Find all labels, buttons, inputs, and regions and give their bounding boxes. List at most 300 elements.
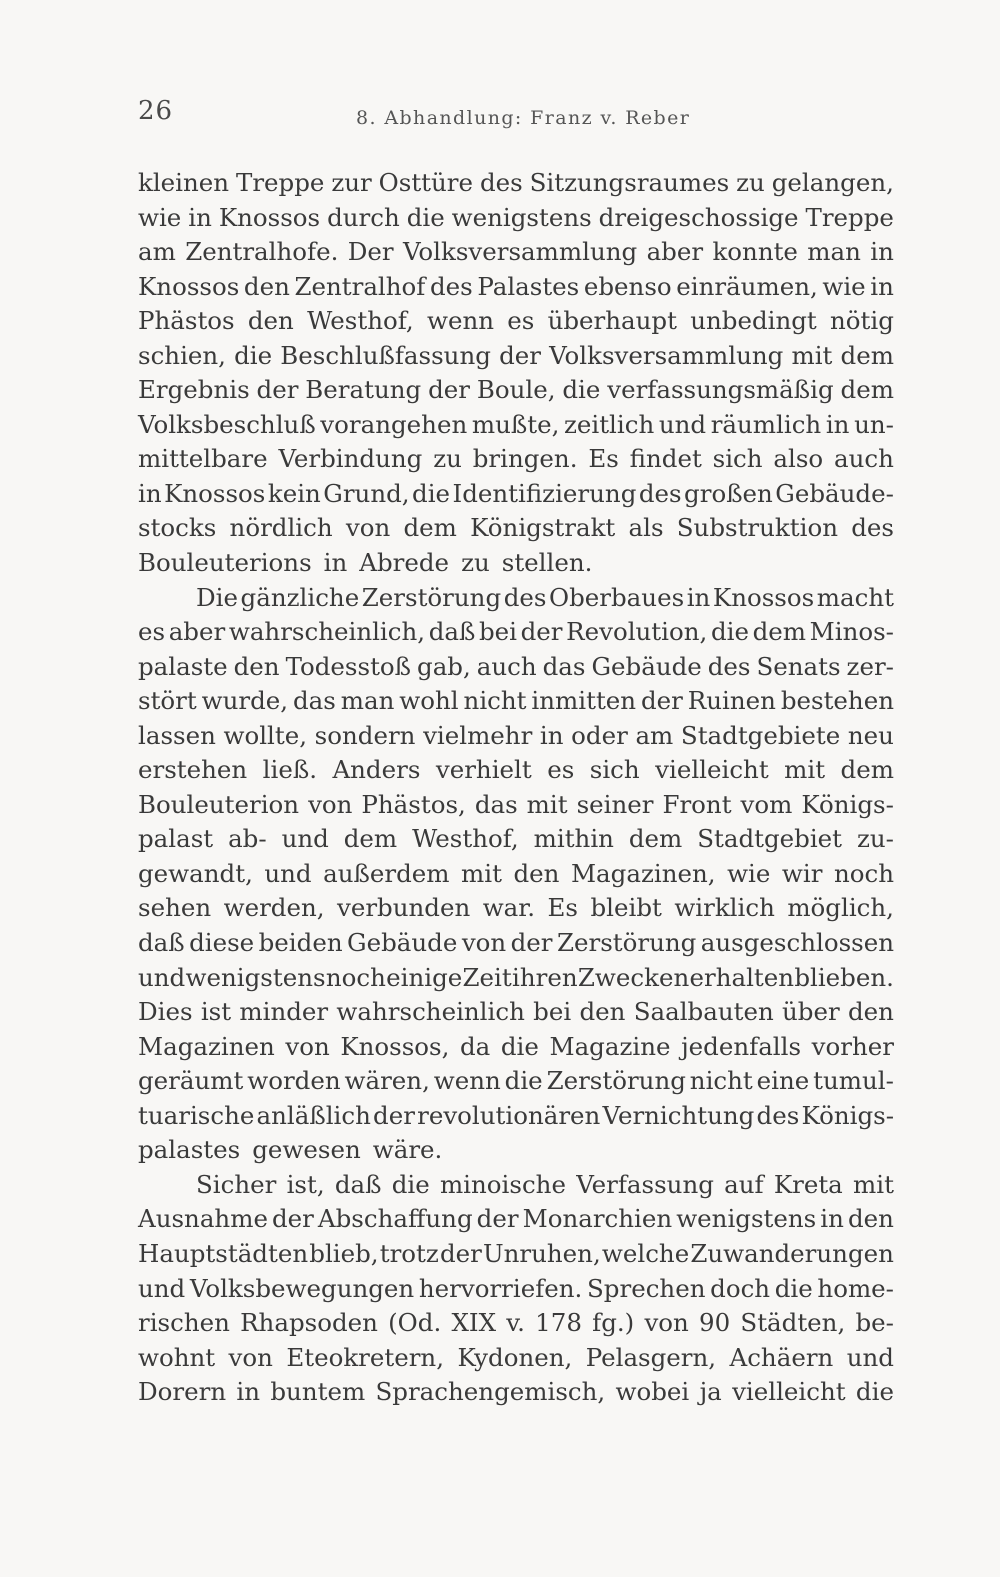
word: bestehen bbox=[780, 686, 894, 716]
word: Monarchien bbox=[522, 1204, 673, 1234]
word: mittelbare bbox=[138, 444, 268, 474]
word: unbedingt bbox=[690, 306, 817, 336]
word: zur bbox=[331, 168, 372, 197]
word: Knossos bbox=[218, 202, 321, 232]
word: nötig bbox=[830, 306, 894, 336]
word: auch bbox=[476, 651, 537, 681]
word: Zerstörung bbox=[556, 928, 697, 958]
word: verbunden bbox=[336, 893, 471, 923]
word: Königs- bbox=[801, 1100, 894, 1130]
word: wirklich bbox=[674, 893, 775, 923]
word: revolutionären bbox=[417, 1100, 601, 1130]
word: jedenfalls bbox=[681, 1031, 802, 1061]
word: Bouleuterions bbox=[138, 548, 312, 578]
word: hervorriefen. bbox=[418, 1273, 583, 1303]
word: dem bbox=[840, 375, 894, 405]
text-line bbox=[138, 408, 894, 443]
word: Städten, bbox=[740, 1308, 846, 1338]
word: Kreta bbox=[773, 1169, 843, 1199]
word: Knossos bbox=[138, 271, 240, 301]
word: dem bbox=[840, 755, 894, 785]
word: seiner bbox=[576, 789, 654, 819]
word: des bbox=[638, 478, 682, 508]
word: Osttüre bbox=[378, 168, 474, 197]
word: Revolution, bbox=[566, 617, 708, 647]
word: Königstrakt bbox=[470, 513, 616, 543]
word: Sitzungsraumes bbox=[529, 168, 730, 197]
word: trotz bbox=[379, 1238, 439, 1268]
word: Ruinen bbox=[687, 686, 776, 716]
word: ja bbox=[699, 1377, 722, 1407]
word: räumlich bbox=[710, 409, 822, 439]
text-line bbox=[138, 166, 894, 201]
word: den bbox=[247, 306, 294, 336]
word: fg.) bbox=[592, 1308, 635, 1338]
word: auch bbox=[834, 444, 894, 474]
word: Treppe bbox=[236, 168, 325, 197]
word: von bbox=[345, 513, 391, 543]
word: Magazine bbox=[549, 1031, 671, 1061]
word: man bbox=[340, 686, 395, 716]
word: Zwecken bbox=[577, 962, 690, 992]
word: ab- bbox=[228, 824, 267, 854]
word: wurde, bbox=[201, 686, 289, 716]
word: Front bbox=[662, 789, 732, 819]
word: und bbox=[264, 858, 312, 888]
word: es bbox=[547, 755, 575, 785]
text-line bbox=[138, 1272, 894, 1307]
word: stört bbox=[138, 686, 197, 716]
word: von bbox=[285, 1031, 330, 1061]
word: wollte, bbox=[223, 720, 308, 750]
word: Sprechen bbox=[587, 1273, 706, 1303]
word: Knossos, bbox=[340, 1031, 450, 1061]
word: Abschaffung bbox=[317, 1204, 473, 1234]
word: Minos- bbox=[809, 617, 894, 647]
word: Sprachengemisch, bbox=[375, 1377, 606, 1407]
word: dem bbox=[840, 340, 894, 370]
word: Vernichtung bbox=[602, 1100, 755, 1130]
word: wenn bbox=[433, 1066, 501, 1096]
word: die bbox=[855, 1377, 894, 1407]
word: das bbox=[542, 651, 586, 681]
word: buntem bbox=[270, 1377, 366, 1407]
word: palast bbox=[138, 824, 214, 854]
word: Sicher bbox=[196, 1169, 277, 1199]
word: be- bbox=[855, 1308, 894, 1338]
word: Zeit bbox=[462, 962, 512, 992]
word: Gebäude bbox=[591, 651, 702, 681]
word: zer- bbox=[846, 651, 894, 681]
word: des bbox=[479, 168, 523, 197]
word: dreigeschossige bbox=[598, 202, 799, 232]
text-line bbox=[138, 1341, 894, 1376]
word: Westhof, bbox=[412, 824, 519, 854]
word: doch bbox=[710, 1273, 771, 1303]
word: dem bbox=[752, 617, 807, 647]
text-line bbox=[138, 1030, 894, 1065]
word: die bbox=[234, 340, 273, 370]
word: v. bbox=[506, 1308, 525, 1338]
word: konnte bbox=[712, 237, 798, 267]
word: Der bbox=[347, 237, 394, 267]
text-line bbox=[138, 961, 894, 996]
word: der bbox=[428, 375, 470, 405]
text-line bbox=[138, 857, 894, 892]
word: wir bbox=[781, 858, 823, 888]
word: gewandt, bbox=[138, 858, 253, 888]
word: der bbox=[476, 1204, 519, 1234]
word: Magazinen, bbox=[570, 858, 716, 888]
word: in bbox=[686, 582, 711, 612]
page-number: 26 bbox=[138, 96, 174, 126]
text-line bbox=[138, 753, 894, 788]
word: sich bbox=[712, 444, 763, 474]
word: erhalten bbox=[689, 962, 795, 992]
word: die bbox=[500, 1031, 539, 1061]
word: Gebäude bbox=[347, 928, 458, 958]
word: von bbox=[644, 1308, 689, 1338]
word: in bbox=[825, 409, 850, 439]
text-line bbox=[138, 926, 894, 961]
word: sehen bbox=[138, 893, 212, 923]
text-line bbox=[138, 615, 894, 650]
word: Beschlußfassung bbox=[280, 340, 491, 370]
word: ausgeschlossen bbox=[700, 928, 894, 958]
word: Verbindung bbox=[278, 444, 423, 474]
word: mit bbox=[791, 340, 833, 370]
word: Identifizierung bbox=[452, 478, 637, 508]
word: wäre. bbox=[372, 1135, 443, 1165]
text-line bbox=[138, 373, 894, 408]
word: 90 bbox=[699, 1308, 731, 1338]
word: zu- bbox=[856, 824, 894, 854]
word: mußte, bbox=[471, 409, 560, 439]
word: aber bbox=[646, 237, 704, 267]
word: überhaupt bbox=[547, 306, 677, 336]
word: Ausnahme bbox=[138, 1204, 268, 1234]
word: Zuwanderungen bbox=[690, 1238, 894, 1268]
word: Eteokretern, bbox=[286, 1342, 445, 1372]
word: in bbox=[870, 237, 894, 267]
word: der bbox=[640, 686, 683, 716]
word: von bbox=[228, 1342, 273, 1372]
word: noch bbox=[325, 962, 386, 992]
text-line bbox=[138, 1202, 894, 1237]
word: ließ. bbox=[262, 755, 317, 785]
word: Todesstoß bbox=[285, 651, 412, 681]
word: werden, bbox=[223, 893, 325, 923]
text-line bbox=[138, 891, 894, 926]
word: in bbox=[323, 548, 348, 578]
word: lassen bbox=[138, 720, 216, 750]
word: home- bbox=[817, 1273, 894, 1303]
word: und bbox=[281, 824, 329, 854]
word: (Od. bbox=[388, 1308, 442, 1338]
word: Knossos bbox=[712, 582, 815, 612]
word: die bbox=[774, 1273, 813, 1303]
word: vielleicht bbox=[655, 755, 769, 785]
word: ist, bbox=[286, 1169, 325, 1199]
word: sich bbox=[589, 755, 640, 785]
word: da bbox=[460, 1031, 491, 1061]
word: nicht bbox=[689, 1066, 753, 1096]
word: Treppe bbox=[805, 202, 894, 232]
word: erstehen bbox=[138, 755, 248, 785]
word: Stadtgebiete bbox=[680, 720, 841, 750]
word: wobei bbox=[615, 1377, 690, 1407]
word: Magazinen bbox=[138, 1031, 275, 1061]
word: minder bbox=[239, 997, 329, 1027]
word: inmitten bbox=[531, 686, 637, 716]
text-line bbox=[138, 788, 894, 823]
word: diese bbox=[189, 928, 255, 958]
word: zu bbox=[433, 444, 462, 474]
text-line bbox=[138, 270, 894, 305]
word: Stadtgebiet bbox=[697, 824, 843, 854]
word: 178 bbox=[535, 1308, 582, 1338]
word: sondern bbox=[314, 720, 416, 750]
word: und bbox=[138, 962, 186, 992]
word: Knossos bbox=[164, 478, 266, 508]
word: über bbox=[782, 997, 840, 1027]
word: den bbox=[513, 858, 560, 888]
text-line bbox=[138, 1237, 894, 1272]
text-line bbox=[138, 1099, 894, 1134]
text-line bbox=[138, 339, 894, 374]
word: zeitlich bbox=[563, 409, 655, 439]
word: den bbox=[579, 997, 626, 1027]
word: bei bbox=[478, 617, 517, 647]
word: des bbox=[429, 271, 473, 301]
word: der bbox=[439, 1238, 482, 1268]
word: den bbox=[243, 271, 290, 301]
word: die bbox=[391, 1169, 430, 1199]
word: Es bbox=[547, 893, 579, 923]
text-line bbox=[138, 442, 894, 477]
word: aber bbox=[168, 617, 226, 647]
word: Anders bbox=[332, 755, 421, 785]
word: außerdem bbox=[323, 858, 450, 888]
text-line bbox=[138, 235, 894, 270]
word: stocks bbox=[138, 513, 217, 543]
word: wohnt bbox=[138, 1342, 216, 1372]
word: Volksversammlung bbox=[549, 340, 784, 370]
word: des bbox=[707, 651, 751, 681]
word: blieben. bbox=[794, 962, 894, 992]
word: Dies bbox=[138, 997, 193, 1027]
word: nördlich bbox=[229, 513, 333, 543]
text-line bbox=[138, 1064, 894, 1099]
word: neu bbox=[847, 720, 894, 750]
word: zu bbox=[736, 168, 765, 197]
word: findet bbox=[629, 444, 702, 474]
word: anläßlich bbox=[256, 1100, 371, 1130]
word: XIX bbox=[451, 1308, 497, 1338]
word: am bbox=[138, 237, 176, 267]
word: den bbox=[233, 651, 280, 681]
word: also bbox=[773, 444, 824, 474]
word: des bbox=[503, 582, 547, 612]
word: Saalbauten bbox=[633, 997, 774, 1027]
word: ihren bbox=[512, 962, 578, 992]
word: Palastes bbox=[477, 271, 580, 301]
word: der bbox=[256, 375, 299, 405]
word: der bbox=[373, 1100, 415, 1130]
text-line bbox=[138, 1168, 894, 1203]
text-line bbox=[138, 201, 894, 236]
text-line bbox=[138, 581, 894, 616]
word: wenigstens bbox=[185, 962, 326, 992]
word: daß bbox=[334, 1169, 382, 1199]
word: der bbox=[271, 1204, 314, 1234]
word: tumul- bbox=[813, 1066, 894, 1096]
word: gänzliche bbox=[240, 582, 360, 612]
word: Zentralhof bbox=[294, 271, 426, 301]
word: Zentralhofe. bbox=[185, 237, 339, 267]
word: in bbox=[870, 271, 894, 301]
text-line bbox=[138, 684, 894, 719]
word: Zerstörung bbox=[546, 1066, 686, 1096]
word: wenigstens bbox=[676, 1204, 817, 1234]
word: tuarische bbox=[138, 1100, 255, 1130]
word: von bbox=[308, 789, 353, 819]
word: vorangehen bbox=[320, 409, 468, 439]
word: verfassungsmäßig bbox=[607, 375, 834, 405]
word: war. bbox=[482, 893, 536, 923]
word: palastes bbox=[138, 1135, 241, 1165]
word: durch bbox=[327, 202, 400, 232]
word: in bbox=[539, 720, 564, 750]
word: es bbox=[507, 306, 535, 336]
text-line bbox=[138, 822, 894, 857]
word: Volksbeschluß bbox=[138, 409, 316, 439]
word: Gebäude- bbox=[775, 478, 894, 508]
word: palaste bbox=[138, 651, 228, 681]
running-head-title: 8. Abhandlung: Franz v. Reber bbox=[356, 107, 691, 129]
word: mit bbox=[853, 1169, 894, 1199]
word: bringen. bbox=[472, 444, 578, 474]
word: in bbox=[236, 1377, 261, 1407]
word: als bbox=[628, 513, 664, 543]
word: Abrede bbox=[359, 548, 450, 578]
word: der bbox=[499, 340, 541, 370]
word: den bbox=[847, 1204, 894, 1234]
text-line bbox=[138, 1306, 894, 1341]
word: Phästos, bbox=[361, 789, 466, 819]
word: mit bbox=[461, 858, 502, 888]
word: wenn bbox=[426, 306, 494, 336]
word: Kydonen, bbox=[457, 1342, 573, 1372]
word: von bbox=[461, 928, 507, 958]
word: es bbox=[138, 617, 166, 647]
word: Volksbewegungen bbox=[189, 1273, 415, 1303]
word: das bbox=[292, 686, 336, 716]
word: vielleicht bbox=[732, 1377, 846, 1407]
word: oder bbox=[571, 720, 628, 750]
word: verhielt bbox=[435, 755, 532, 785]
word: gewesen bbox=[252, 1135, 361, 1165]
text-line bbox=[138, 995, 894, 1030]
word: dem bbox=[403, 513, 457, 543]
word: gelangen, bbox=[771, 168, 894, 197]
text-line bbox=[138, 1375, 894, 1410]
word: den bbox=[847, 997, 894, 1027]
word: Es bbox=[588, 444, 619, 474]
word: gab, bbox=[417, 651, 471, 681]
word: des bbox=[756, 1100, 800, 1130]
word: wären, bbox=[344, 1066, 430, 1096]
word: nicht bbox=[463, 686, 527, 716]
word: Phästos bbox=[138, 306, 235, 336]
word: wohl bbox=[399, 686, 459, 716]
word: bei bbox=[533, 997, 572, 1027]
word: auf bbox=[724, 1169, 764, 1199]
word: möglich, bbox=[787, 893, 894, 923]
word: Die bbox=[196, 582, 238, 612]
word: einige bbox=[386, 962, 463, 992]
word: Königs- bbox=[801, 789, 894, 819]
word: die bbox=[406, 202, 445, 232]
word: daß bbox=[138, 928, 185, 958]
word: Grund, bbox=[323, 478, 410, 508]
word: schien, bbox=[138, 340, 226, 370]
word: Boule, bbox=[476, 375, 556, 405]
body-text bbox=[138, 166, 894, 1410]
word: worden bbox=[247, 1066, 341, 1096]
word: mithin bbox=[533, 824, 614, 854]
text-line bbox=[138, 650, 894, 685]
word: vorher bbox=[811, 1031, 894, 1061]
word: der bbox=[520, 617, 563, 647]
running-head bbox=[138, 96, 894, 136]
word: macht bbox=[816, 582, 894, 612]
word: beiden bbox=[258, 928, 343, 958]
text-line bbox=[138, 304, 894, 339]
word: ebenso bbox=[583, 271, 672, 301]
word: und bbox=[658, 409, 707, 439]
word: Volksversammlung bbox=[402, 237, 638, 267]
word: geräumt bbox=[138, 1066, 244, 1096]
word: blieb, bbox=[309, 1238, 379, 1268]
word: wahrscheinlich, bbox=[228, 617, 426, 647]
word: Westhof, bbox=[307, 306, 414, 336]
word: Ergebnis bbox=[138, 375, 250, 405]
word: vom bbox=[740, 789, 793, 819]
word: bleibt bbox=[590, 893, 662, 923]
word: zu bbox=[461, 548, 490, 578]
text-line bbox=[138, 477, 894, 512]
word: eine bbox=[756, 1066, 810, 1096]
word: der bbox=[510, 928, 553, 958]
word: am bbox=[635, 720, 674, 750]
word: Dorern bbox=[138, 1377, 227, 1407]
word: das bbox=[474, 789, 518, 819]
word: mit bbox=[526, 789, 568, 819]
word: wie bbox=[138, 202, 182, 232]
word: man bbox=[807, 237, 861, 267]
word: rischen bbox=[138, 1308, 230, 1338]
word: in bbox=[820, 1204, 844, 1234]
word: wahrscheinlich bbox=[336, 997, 525, 1027]
word: un- bbox=[854, 409, 894, 439]
word: die bbox=[412, 478, 451, 508]
word: Senats bbox=[756, 651, 841, 681]
word: Zerstörung bbox=[361, 582, 502, 612]
word: einräumen, bbox=[676, 271, 818, 301]
word: Unruhen, bbox=[482, 1238, 601, 1268]
word: daß bbox=[428, 617, 476, 647]
